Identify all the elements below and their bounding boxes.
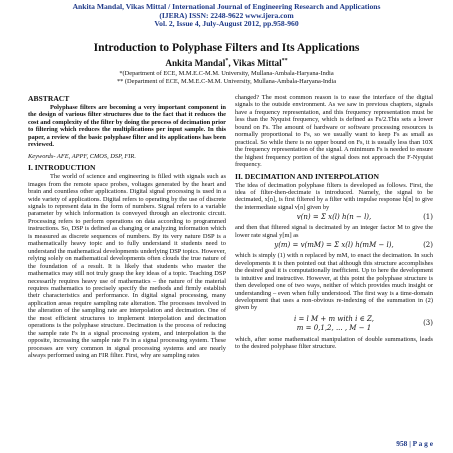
journal-header-line-3: Vol. 2, Issue 4, July-August 2012, pp.958-960 <box>154 19 299 29</box>
page-number-footer: 958 | P a g e <box>396 439 433 448</box>
decimation-paragraph-1: The idea of decimation polyphase filters is developed as follows. First, the idea of filter-then-decimate is introduced. Namely, the signal to be decimated, x[n], is first filtered by a filter with impulse response h[n] to give the intermediate signal v[n] given by <box>235 181 433 211</box>
right-column <box>235 94 433 351</box>
journal-header-line-1: Ankita Mandal, Vikas Mittal / International Journal of Engineering Research and Applications <box>72 2 381 11</box>
equation-3-line-1: i = l M + m with i ∈ Z, <box>294 314 374 323</box>
introduction-paragraph: The world of science and engineering is filled with signals such as images from the remote space probes, voltages generated by the heart and brain and countless other applications. Digital signal processing is used in a wide variety of applications. Digital refers to operating by the use of discrete signals to represent data in the form of numbers. Signal refers to a variable parameter by which information is conveyed through an electronic circuit. Processing refers to perform operations on data according to programmed instructions. So, DSP is defined as changing or analyzing information which is measured as discrete sequences of numbers. By its very nature DSP is a mathematically heavy topic and to fully understand it students need to understand the mathematical developments underlying DSP topics. However, relying solely on mathematical developments often clouds the true nature of the foundation of a result. It is likely that students who master the mathematics may still not truly grasp the key ideas of a topic. Teaching DSP necessarily requires heavy use of mathematics – the nature of the material requires mathematics to precisely specify the methods and firmly establish their characteristics and performance. In digital signal processing, many application areas require sampling rate alteration. The processes involved in the alteration of the sampling rate are interpolation and decimation. One of the most efficient structures to implement interpolation and decimation operations is the polyphase structure. Decimation is the process of reducing the sample rate Fs in a signal processing system, and interpolation is the opposite, increasing the sample rate Fs in a signal processing system. These processes are very common in signal processing systems and are nearly always performed using an FIR filter. First, why are sampling rates <box>28 173 226 360</box>
journal-header <box>20 3 433 29</box>
keywords: Keywords- AFE, APPF, CMOS, DSP, FIR. <box>28 152 136 160</box>
equation-3-number: (3) <box>423 318 433 327</box>
journal-header-line-2: (IJERA) ISSN: 2248-9622 www.ijera.com <box>159 10 294 20</box>
left-column <box>28 94 226 360</box>
author-1: Ankita Mandal <box>165 58 226 69</box>
author-2: Vikas Mittal <box>232 58 282 69</box>
equation-1-body: v(n) = Σ x(l) h(n − l), <box>296 213 372 222</box>
equation-1-number: (1) <box>423 213 433 222</box>
abstract-heading: ABSTRACT <box>28 94 70 103</box>
equation-3 <box>235 315 433 333</box>
author-separator: , <box>228 58 233 69</box>
affiliations <box>20 70 433 85</box>
decimation-paragraph-3: which is simply (1) with n replaced by mM, to enact the decimation. In such developments it is then pointed out that although this structure accomplishes the desired goal it is computationally inefficient. Up to here the development is intuitive and instructive. However, at this point the polyphase structure is then developed one of two ways, neither of which provides much insight or understanding – even when fully understood. The first way is a time-domain development that uses a non-obvious re-indexing of the summation in (2) given by <box>235 252 433 312</box>
equation-2 <box>235 241 433 250</box>
equation-1 <box>235 213 433 222</box>
decimation-heading: II. DECIMATION AND INTERPOLATION <box>235 171 380 181</box>
decimation-paragraph-4: which, after some mathematical manipulation of double summations, leads to the desired polyphase filter structure. <box>235 335 433 351</box>
author-1-mark: * <box>225 58 229 64</box>
abstract-text: Polyphase filters are becoming a very important component in the design of various filter structures due to the fact that it reduces the cost and complexity of the filter by doing the process of decimation prior to filtering which reduces the multiplications per input sample. In this paper, a review of the basic polyphase filter and its applications has been reviewed. <box>28 104 226 149</box>
paper-title: Introduction to Polyphase Filters and Its Applications <box>93 41 360 54</box>
decimation-paragraph-2: and then that filtered signal is decimated by an integer factor M to give the lower rate signal y[m] as <box>235 224 433 239</box>
affiliation-1: *(Department of ECE, M.M.E.C-M.M. University, Mullana-Ambala-Haryana-India <box>119 70 334 77</box>
affiliation-2: ** (Department of ECE, M.M.E.C-M.M. University, Mullana-Ambala-Haryana-India <box>116 77 337 85</box>
equation-2-number: (2) <box>423 241 433 250</box>
author-line <box>20 58 433 68</box>
equation-2-body: y(m) = v(mM) = Σ x(l) h(mM − l), <box>274 241 394 250</box>
equation-3-line-2: m = 0,1,2, ... , M − 1 <box>296 323 372 332</box>
author-2-mark: ** <box>281 58 288 64</box>
introduction-heading: I. INTRODUCTION <box>28 163 96 173</box>
continuation-paragraph: changed? The most common reason is to ease the interface of the digital signals to the outside environment. As we saw in previous chapters, signals have a frequency representation, and this frequency representation must be less than the Nyquist frequency, which is defined as Fs/2.This sets a lower bound on Fs. The amount of hardware or software processing resources is normally proportional to Fs, so we usually want to keep Fs as small as practical. So while there is no upper bound on Fs, it is usually less than 10X the frequency representation of the signal. A minimum Fs is needed to ensure the highest frequency portion of the signal does not approach the F-Nyquist frequency. <box>235 94 433 169</box>
